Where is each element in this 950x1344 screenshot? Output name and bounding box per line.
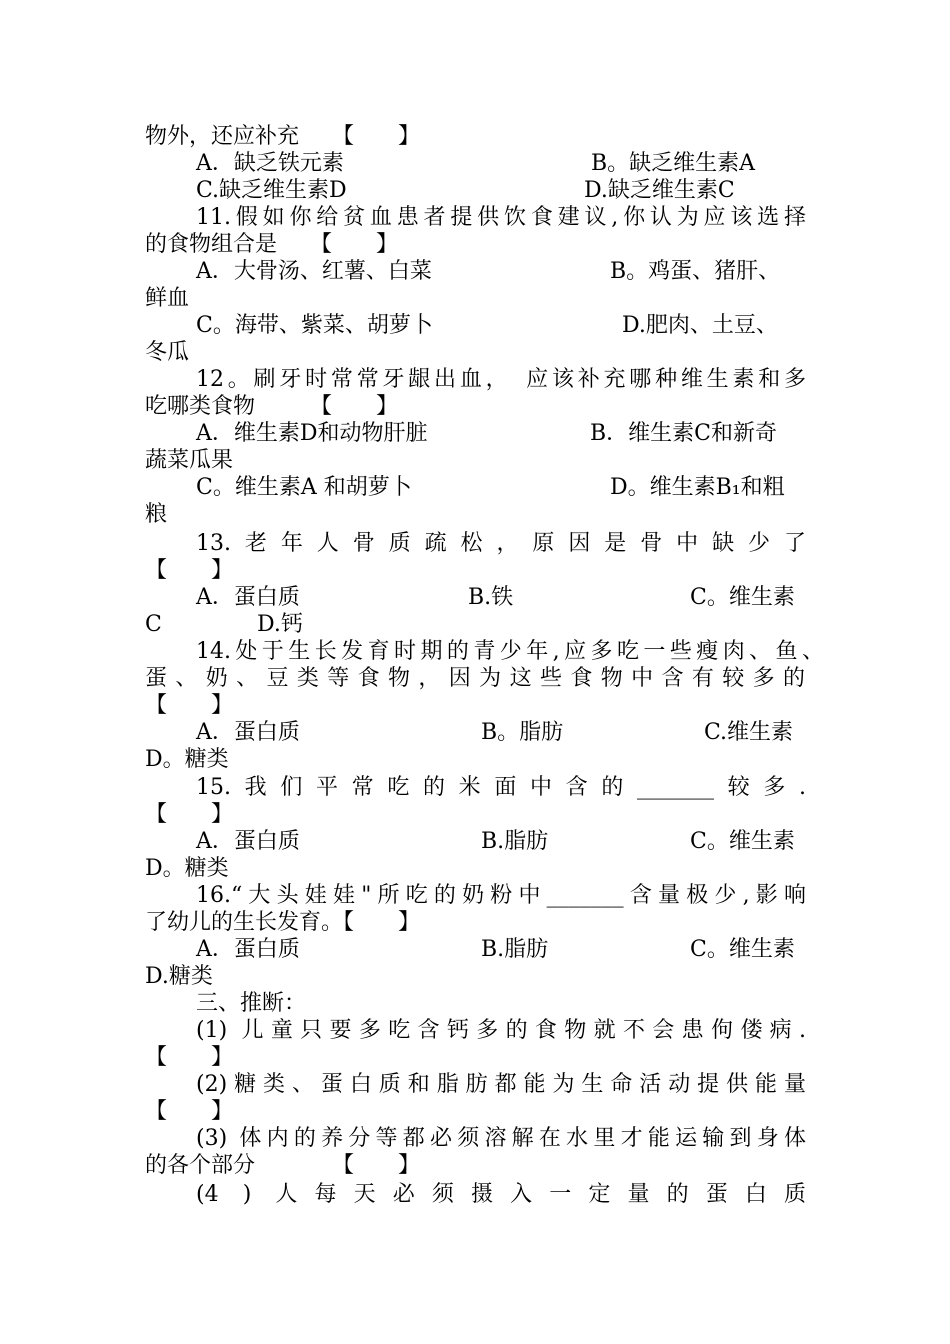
q12-option-b-wrap: 蔬菜瓜果 — [145, 448, 234, 473]
q14-stem-line-2: 蛋、奶、豆类等食物，因为这些食物中含有较多的 — [145, 666, 805, 691]
q14-options-row-1 — [196, 719, 806, 746]
q12-options-row-2 — [196, 474, 806, 501]
judge-2-line-2: 【 】 — [145, 1099, 234, 1124]
q13-option-c: C。维生素 — [690, 585, 795, 610]
q10-option-a: A．缺乏铁元素 — [196, 151, 344, 176]
q14-option-a: A．蛋白质 — [196, 720, 300, 745]
q10-option-d: D.缺乏维生素C — [584, 178, 735, 203]
judge-1-line-2: 【 】 — [145, 1045, 234, 1070]
q13-option-b: B.铁 — [468, 585, 514, 610]
q10-options-row-1 — [196, 150, 806, 177]
q11-options-row-2 — [196, 312, 806, 339]
q11-stem-line-2: 的食物组合是 【 】 — [145, 232, 399, 257]
q16-option-c: C。维生素 — [690, 937, 795, 962]
q11-option-c: C。海带、紫菜、胡萝卜 — [196, 313, 433, 338]
q10-option-b: B。缺乏维生素A — [591, 151, 756, 176]
q11-stem-line-1: 11.假如你给贫血患者提供饮食建议,你认为应该选择 — [196, 205, 806, 230]
q10-stem-tail: 物外，还应补充 【 】 — [145, 124, 421, 149]
q12-option-d: D。维生素B₁和粗 — [610, 475, 785, 500]
q16-stem-line-2: 了幼儿的生长发育。【 】 — [145, 910, 421, 935]
q15-stem-line-2: 【 】 — [145, 802, 234, 827]
judge-2-line-1: (2)糖类、蛋白质和脂肪都能为生命活动提供能量 — [196, 1072, 806, 1097]
q12-option-a: A．维生素D和动物肝脏 — [196, 421, 428, 446]
q16-option-d: D.糖类 — [145, 964, 213, 989]
q11-option-b: B。鸡蛋、猪肝、 — [610, 259, 781, 284]
q11-options-row-1 — [196, 258, 806, 285]
q16-option-b: B.脂肪 — [481, 937, 549, 962]
q13-option-a: A．蛋白质 — [196, 585, 300, 610]
q13-options-row-2 — [145, 611, 805, 638]
q15-stem-line-1: 15.我们平常吃的米面中含的_______较多. — [196, 775, 806, 800]
judge-4-line-1: (4 ) 人每天必须摄入一定量的蛋白质 — [196, 1182, 806, 1207]
q14-option-c: C.维生素 — [704, 720, 794, 745]
q12-stem-line-2: 吃哪类食物 【 】 — [145, 394, 399, 419]
q12-option-b: B．维生素C和新奇 — [590, 421, 778, 446]
q11-option-d: D.肥肉、土豆、 — [622, 313, 778, 338]
judge-3-line-1: (3) 体内的养分等都必须溶解在水里才能运输到身体 — [196, 1126, 806, 1151]
q12-option-c: C。维生素A 和胡萝卜 — [196, 475, 412, 500]
q12-options-row-1 — [196, 420, 806, 447]
q13-options-row-1 — [196, 584, 806, 611]
q16-stem-line-1: 16.“大头娃娃"所吃的奶粉中_______含量极少,影响 — [196, 883, 806, 908]
q15-option-a: A．蛋白质 — [196, 829, 300, 854]
q10-options-row-2 — [196, 177, 806, 204]
q13-option-d: D.钙 — [257, 612, 303, 637]
q12-stem-line-1: 12。刷牙时常常牙龈出血， 应该补充哪种维生素和多 — [196, 367, 806, 392]
q15-options-row-1 — [196, 828, 806, 855]
section-3-heading: 三、推断： — [196, 991, 307, 1016]
q16-options-row-1 — [196, 936, 806, 963]
q14-option-d: D。糖类 — [145, 747, 229, 772]
q15-option-d: D。糖类 — [145, 856, 229, 881]
q13-option-c-wrap: C — [145, 612, 162, 637]
q12-option-d-wrap: 粮 — [145, 502, 168, 527]
q11-option-d-wrap: 冬瓜 — [145, 340, 190, 365]
q11-option-b-wrap: 鲜血 — [145, 286, 190, 311]
q10-option-c: C.缺乏维生素D — [196, 178, 347, 203]
q13-stem-line-1: 13.老年人骨质疏松，原因是骨中缺少了 — [196, 531, 806, 556]
judge-3-line-2: 的各个部分 【 】 — [145, 1153, 421, 1178]
q11-option-a: A．大骨汤、红薯、白菜 — [196, 259, 432, 284]
q15-option-b: B.脂肪 — [481, 829, 549, 854]
q15-option-c: C。维生素 — [690, 829, 795, 854]
q14-option-b: B。脂肪 — [481, 720, 564, 745]
judge-1-line-1: (1) 儿童只要多吃含钙多的食物就不会患佝偻病. — [196, 1018, 806, 1043]
q14-stem-line-3: 【 】 — [145, 693, 234, 718]
q16-option-a: A．蛋白质 — [196, 937, 300, 962]
q14-stem-line-1: 14.处于生长发育时期的青少年,应多吃一些瘦肉、鱼、 — [196, 639, 824, 664]
q13-stem-line-2: 【 】 — [145, 558, 234, 583]
